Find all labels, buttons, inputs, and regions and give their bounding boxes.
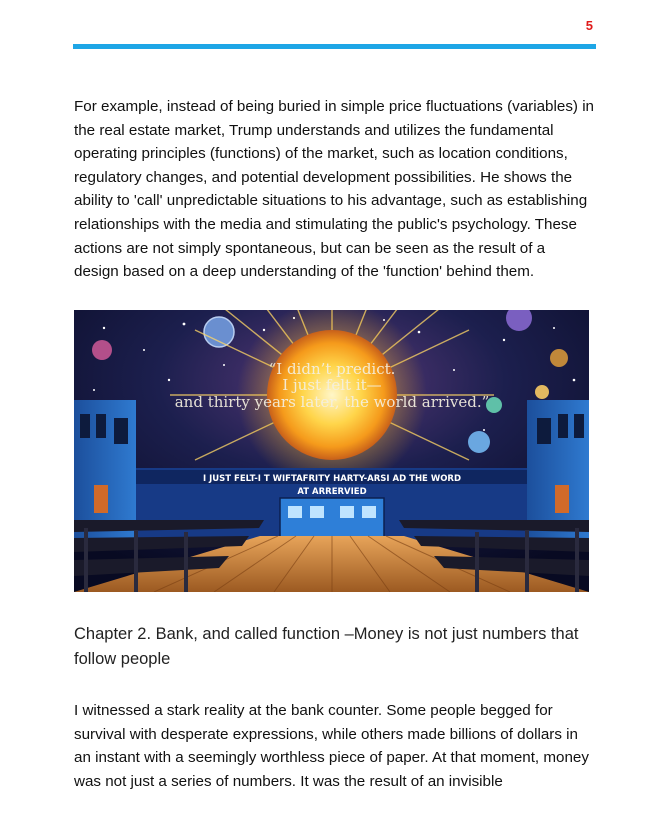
illustration: [74, 310, 589, 592]
planet-orange: [550, 349, 568, 367]
header-rule: [73, 44, 596, 49]
planet-gold: [535, 385, 549, 399]
body-paragraph-1: For example, instead of being buried in simple price fluctuations (variables) in the real estate market, Trump understands and utilizes the fundamental operating principles (functions) of the market, such as location conditions, regulatory changes, and potential development possibilities. He shows the ability to 'call' unpredictable situations to his advantage, such as establishing relationships with the media and stimulating the public's psychology. These actions are not simply spontaneous, but can be seen as the result of a design based on a deep understanding of the 'function' behind them.: [74, 98, 595, 281]
page-number: 5: [585, 18, 593, 33]
planet-blue-2: [468, 431, 490, 453]
chapter-heading: Chapter 2. Bank, and called function –Money is not just numbers that follow people: [74, 625, 579, 668]
body-paragraph-2: I witnessed a stark reality at the bank counter. Some people begged for survival with desperate expressions, while others made billions of dollars in an instant with a seemingly worthless piece of paper. At that moment, money was not just a series of numbers. It was the result of an invisible: [74, 702, 589, 790]
banner-line-2: AT ARRERVIED: [297, 487, 367, 497]
illustration-art: [74, 310, 589, 592]
banner-line-1: I JUST FELT-I T WIFTAFRITY HARTY-ARSI AD THE WORD: [202, 474, 462, 484]
quote-line-1: “I didn’t predict.: [268, 360, 396, 378]
planet-pink: [92, 340, 112, 360]
quote-line-2: I just felt it—: [282, 376, 382, 394]
quote-line-3: and thirty years later, the world arrived.”: [174, 393, 490, 411]
